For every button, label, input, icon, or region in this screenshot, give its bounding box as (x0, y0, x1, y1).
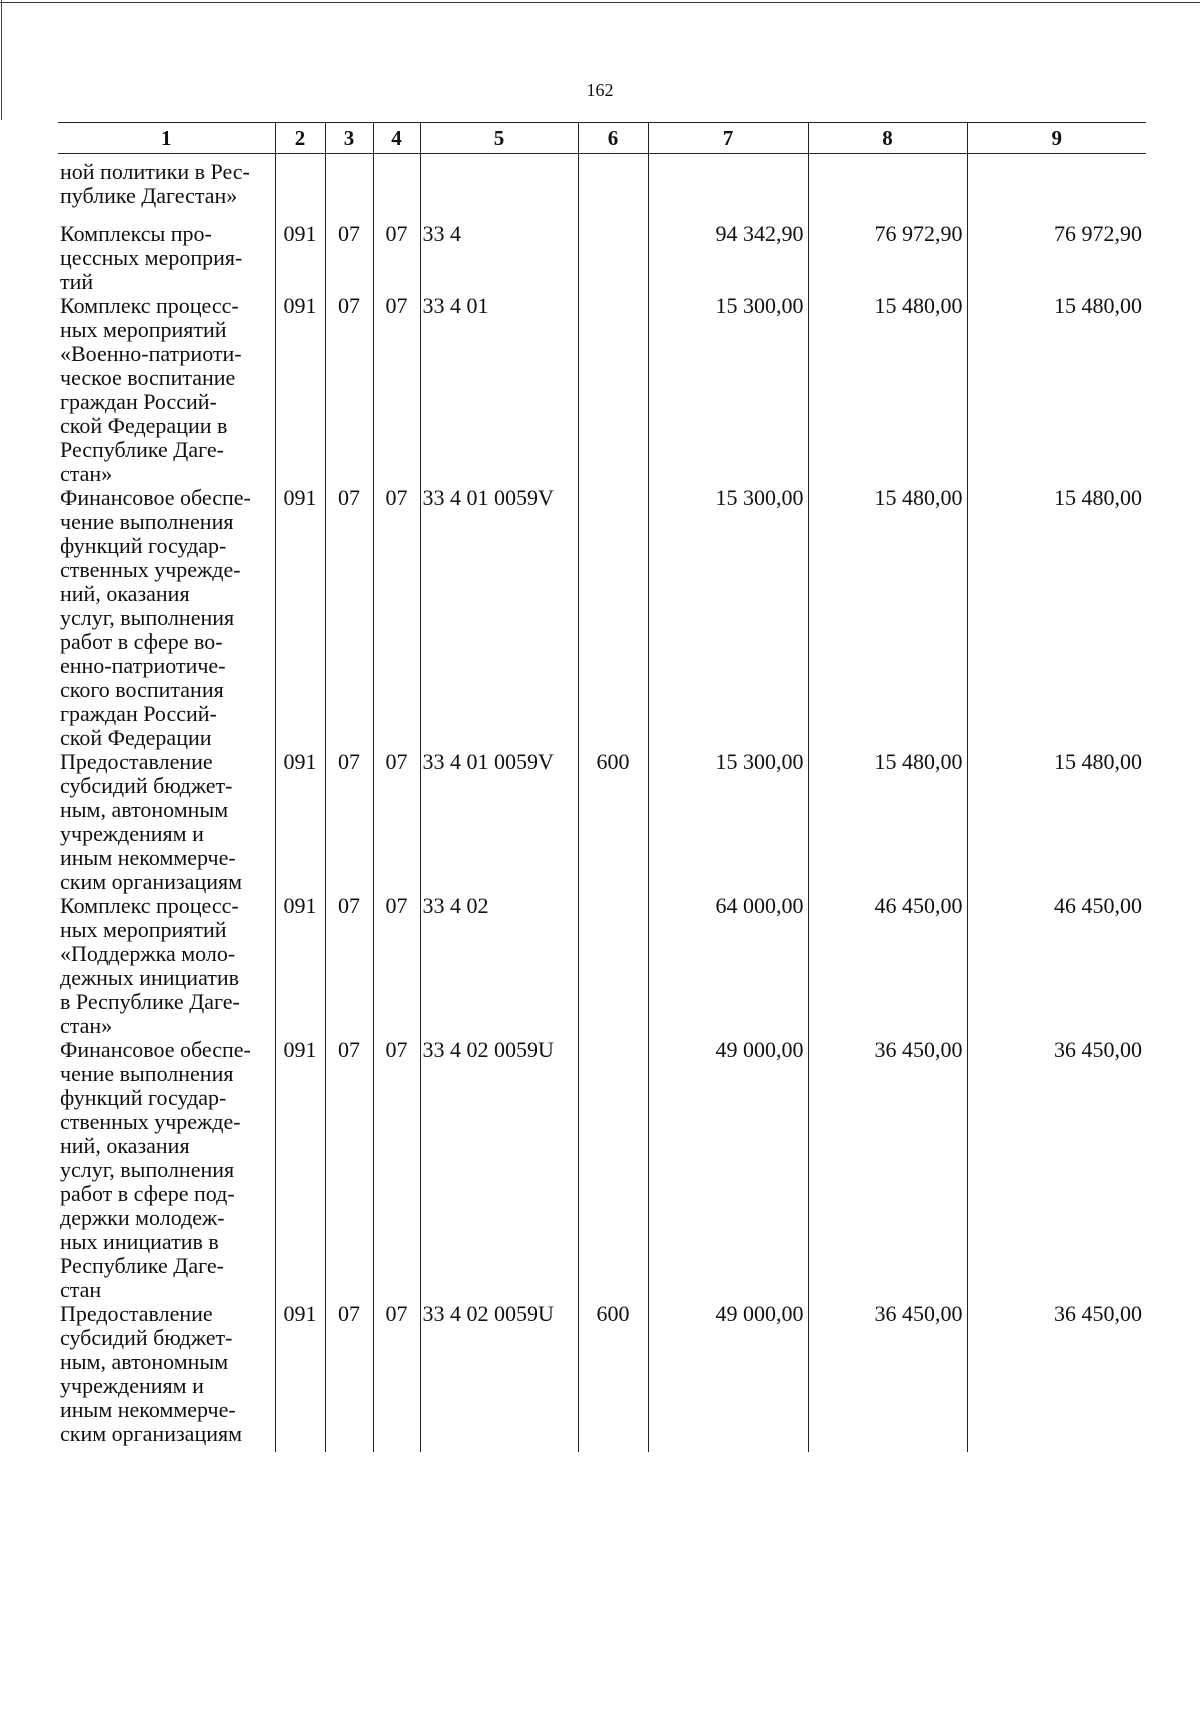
item-name-cell (58, 486, 275, 750)
item-name-line: ний, оказания (60, 581, 190, 606)
expense-type-cell (578, 486, 648, 750)
item-name-line: ной политики в Рес- (60, 159, 250, 184)
item-name-line: ных инициатив в (60, 1229, 219, 1254)
expense-type-cell: 600 (578, 1302, 648, 1452)
item-name-line: учреждениям и (60, 821, 204, 846)
item-name-line: стан» (60, 1013, 113, 1038)
table-row (58, 486, 1146, 750)
item-name-cell (58, 294, 275, 486)
item-name-line: Комплекс процесс- (60, 893, 239, 918)
item-name-line: иным некоммерче- (60, 845, 236, 870)
column-header: 8 (808, 123, 967, 154)
amount-year2-cell: 46 450,00 (808, 894, 967, 1038)
item-name-line: Комплекс процесс- (60, 293, 239, 318)
amount-year3-cell: 76 972,90 (967, 222, 1146, 294)
table-row (58, 154, 1146, 223)
item-name-line: ний, оказания (60, 1133, 190, 1158)
column-header: 9 (967, 123, 1146, 154)
amount-year3-cell (967, 154, 1146, 223)
expense-type-cell (578, 222, 648, 294)
item-name-line: работ в сфере под- (60, 1181, 235, 1206)
column-header: 2 (275, 123, 325, 154)
column-header: 3 (325, 123, 373, 154)
item-name-cell (58, 894, 275, 1038)
subsection-code-cell: 07 (373, 1038, 420, 1302)
item-name-line: Комплексы про- (60, 221, 212, 246)
section-code-cell: 07 (325, 486, 373, 750)
department-code-cell: 091 (275, 750, 325, 894)
item-name-line: «Поддержка моло- (60, 941, 236, 966)
subsection-code-cell (373, 154, 420, 223)
amount-year2-cell: 15 480,00 (808, 294, 967, 486)
item-name-line: ственных учрежде- (60, 1109, 241, 1134)
item-name-line: стан» (60, 461, 113, 486)
item-name-line: Республике Даге- (60, 437, 224, 462)
item-name-line: тий (60, 269, 94, 294)
item-name-line: Предоставление (60, 1301, 213, 1326)
target-article-cell: 33 4 (420, 222, 578, 294)
item-name-line: функций государ- (60, 1085, 227, 1110)
column-header: 1 (58, 123, 275, 154)
section-code-cell: 07 (325, 222, 373, 294)
amount-year1-cell: 15 300,00 (648, 750, 808, 894)
table-row (58, 894, 1146, 1038)
target-article-cell: 33 4 01 (420, 294, 578, 486)
item-name-line: граждан Россий- (60, 701, 217, 726)
column-header: 4 (373, 123, 420, 154)
column-header: 7 (648, 123, 808, 154)
section-code-cell: 07 (325, 1038, 373, 1302)
amount-year3-cell: 46 450,00 (967, 894, 1146, 1038)
budget-table (58, 122, 1146, 1452)
table-row (58, 294, 1146, 486)
subsection-code-cell: 07 (373, 486, 420, 750)
item-name-line: Республике Даге- (60, 1253, 224, 1278)
table-header-row (58, 123, 1146, 154)
item-name-line: субсидий бюджет- (60, 773, 233, 798)
department-code-cell: 091 (275, 222, 325, 294)
department-code-cell (275, 154, 325, 223)
item-name-line: ской Федерации в (60, 413, 228, 438)
amount-year2-cell: 36 450,00 (808, 1038, 967, 1302)
column-header: 5 (420, 123, 578, 154)
item-name-line: ных мероприятий (60, 917, 227, 942)
item-name-line: ческое воспитание (60, 365, 236, 390)
section-code-cell: 07 (325, 1302, 373, 1452)
item-name-line: услуг, выполнения (60, 1157, 235, 1182)
department-code-cell: 091 (275, 294, 325, 486)
item-name-line: Предоставление (60, 749, 213, 774)
target-article-cell: 33 4 02 0059U (420, 1038, 578, 1302)
item-name-cell (58, 1038, 275, 1302)
department-code-cell: 091 (275, 486, 325, 750)
item-name-line: ской Федерации (60, 725, 212, 750)
section-code-cell: 07 (325, 750, 373, 894)
amount-year2-cell: 15 480,00 (808, 486, 967, 750)
target-article-cell (420, 154, 578, 223)
expense-type-cell (578, 1038, 648, 1302)
item-name-line: стан (60, 1277, 102, 1302)
column-header: 6 (578, 123, 648, 154)
item-name-line: Финансовое обеспе- (60, 485, 251, 510)
page-number: 162 (586, 80, 614, 100)
amount-year3-cell: 15 480,00 (967, 750, 1146, 894)
item-name-line: держки молодеж- (60, 1205, 225, 1230)
item-name-line: работ в сфере во- (60, 629, 223, 654)
department-code-cell: 091 (275, 1038, 325, 1302)
item-name-line: енно-патриотиче- (60, 653, 226, 678)
target-article-cell: 33 4 02 0059U (420, 1302, 578, 1452)
table-row (58, 222, 1146, 294)
amount-year2-cell: 15 480,00 (808, 750, 967, 894)
expense-type-cell (578, 894, 648, 1038)
expense-type-cell (578, 294, 648, 486)
item-name-line: ственных учрежде- (60, 557, 241, 582)
item-name-line: дежных инициатив (60, 965, 240, 990)
item-name-line: ским организациям (60, 1421, 243, 1446)
item-name-line: учреждениям и (60, 1373, 204, 1398)
item-name-cell (58, 1302, 275, 1452)
amount-year1-cell: 49 000,00 (648, 1302, 808, 1452)
expense-type-cell (578, 154, 648, 223)
amount-year2-cell: 36 450,00 (808, 1302, 967, 1452)
item-name-line: «Военно-патриоти- (60, 341, 242, 366)
section-code-cell: 07 (325, 894, 373, 1038)
table-row (58, 1302, 1146, 1452)
amount-year3-cell: 15 480,00 (967, 486, 1146, 750)
item-name-line: публике Дагестан» (60, 183, 238, 208)
amount-year3-cell: 36 450,00 (967, 1038, 1146, 1302)
amount-year3-cell: 36 450,00 (967, 1302, 1146, 1452)
subsection-code-cell: 07 (373, 1302, 420, 1452)
subsection-code-cell: 07 (373, 294, 420, 486)
subsection-code-cell: 07 (373, 894, 420, 1038)
subsection-code-cell: 07 (373, 750, 420, 894)
target-article-cell: 33 4 02 (420, 894, 578, 1038)
item-name-line: ского воспитания (60, 677, 224, 702)
item-name-line: цессных мероприя- (60, 245, 243, 270)
item-name-line: ным, автономным (60, 1349, 229, 1374)
amount-year1-cell: 64 000,00 (648, 894, 808, 1038)
amount-year1-cell: 94 342,90 (648, 222, 808, 294)
section-code-cell: 07 (325, 294, 373, 486)
amount-year2-cell (808, 154, 967, 223)
amount-year1-cell: 15 300,00 (648, 486, 808, 750)
item-name-cell (58, 750, 275, 894)
amount-year2-cell: 76 972,90 (808, 222, 967, 294)
item-name-line: ных мероприятий (60, 317, 227, 342)
section-code-cell (325, 154, 373, 223)
item-name-line: услуг, выполнения (60, 605, 235, 630)
item-name-line: чение выполнения (60, 1061, 234, 1086)
subsection-code-cell: 07 (373, 222, 420, 294)
target-article-cell: 33 4 01 0059V (420, 750, 578, 894)
item-name-line: граждан Россий- (60, 389, 217, 414)
amount-year3-cell: 15 480,00 (967, 294, 1146, 486)
item-name-line: ным, автономным (60, 797, 229, 822)
item-name-line: субсидий бюджет- (60, 1325, 233, 1350)
amount-year1-cell: 15 300,00 (648, 294, 808, 486)
item-name-line: функций государ- (60, 533, 227, 558)
item-name-line: Финансовое обеспе- (60, 1037, 251, 1062)
item-name-line: в Республике Даге- (60, 989, 240, 1014)
item-name-cell (58, 222, 275, 294)
amount-year1-cell (648, 154, 808, 223)
table-row (58, 1038, 1146, 1302)
table-row (58, 750, 1146, 894)
target-article-cell: 33 4 01 0059V (420, 486, 578, 750)
department-code-cell: 091 (275, 894, 325, 1038)
scan-border-left (1, 0, 2, 120)
scan-border-top (0, 2, 1200, 3)
table-body (58, 154, 1146, 1453)
item-name-line: чение выполнения (60, 509, 234, 534)
expense-type-cell: 600 (578, 750, 648, 894)
amount-year1-cell: 49 000,00 (648, 1038, 808, 1302)
item-name-line: иным некоммерче- (60, 1397, 236, 1422)
item-name-cell (58, 154, 275, 223)
department-code-cell: 091 (275, 1302, 325, 1452)
item-name-line: ским организациям (60, 869, 243, 894)
